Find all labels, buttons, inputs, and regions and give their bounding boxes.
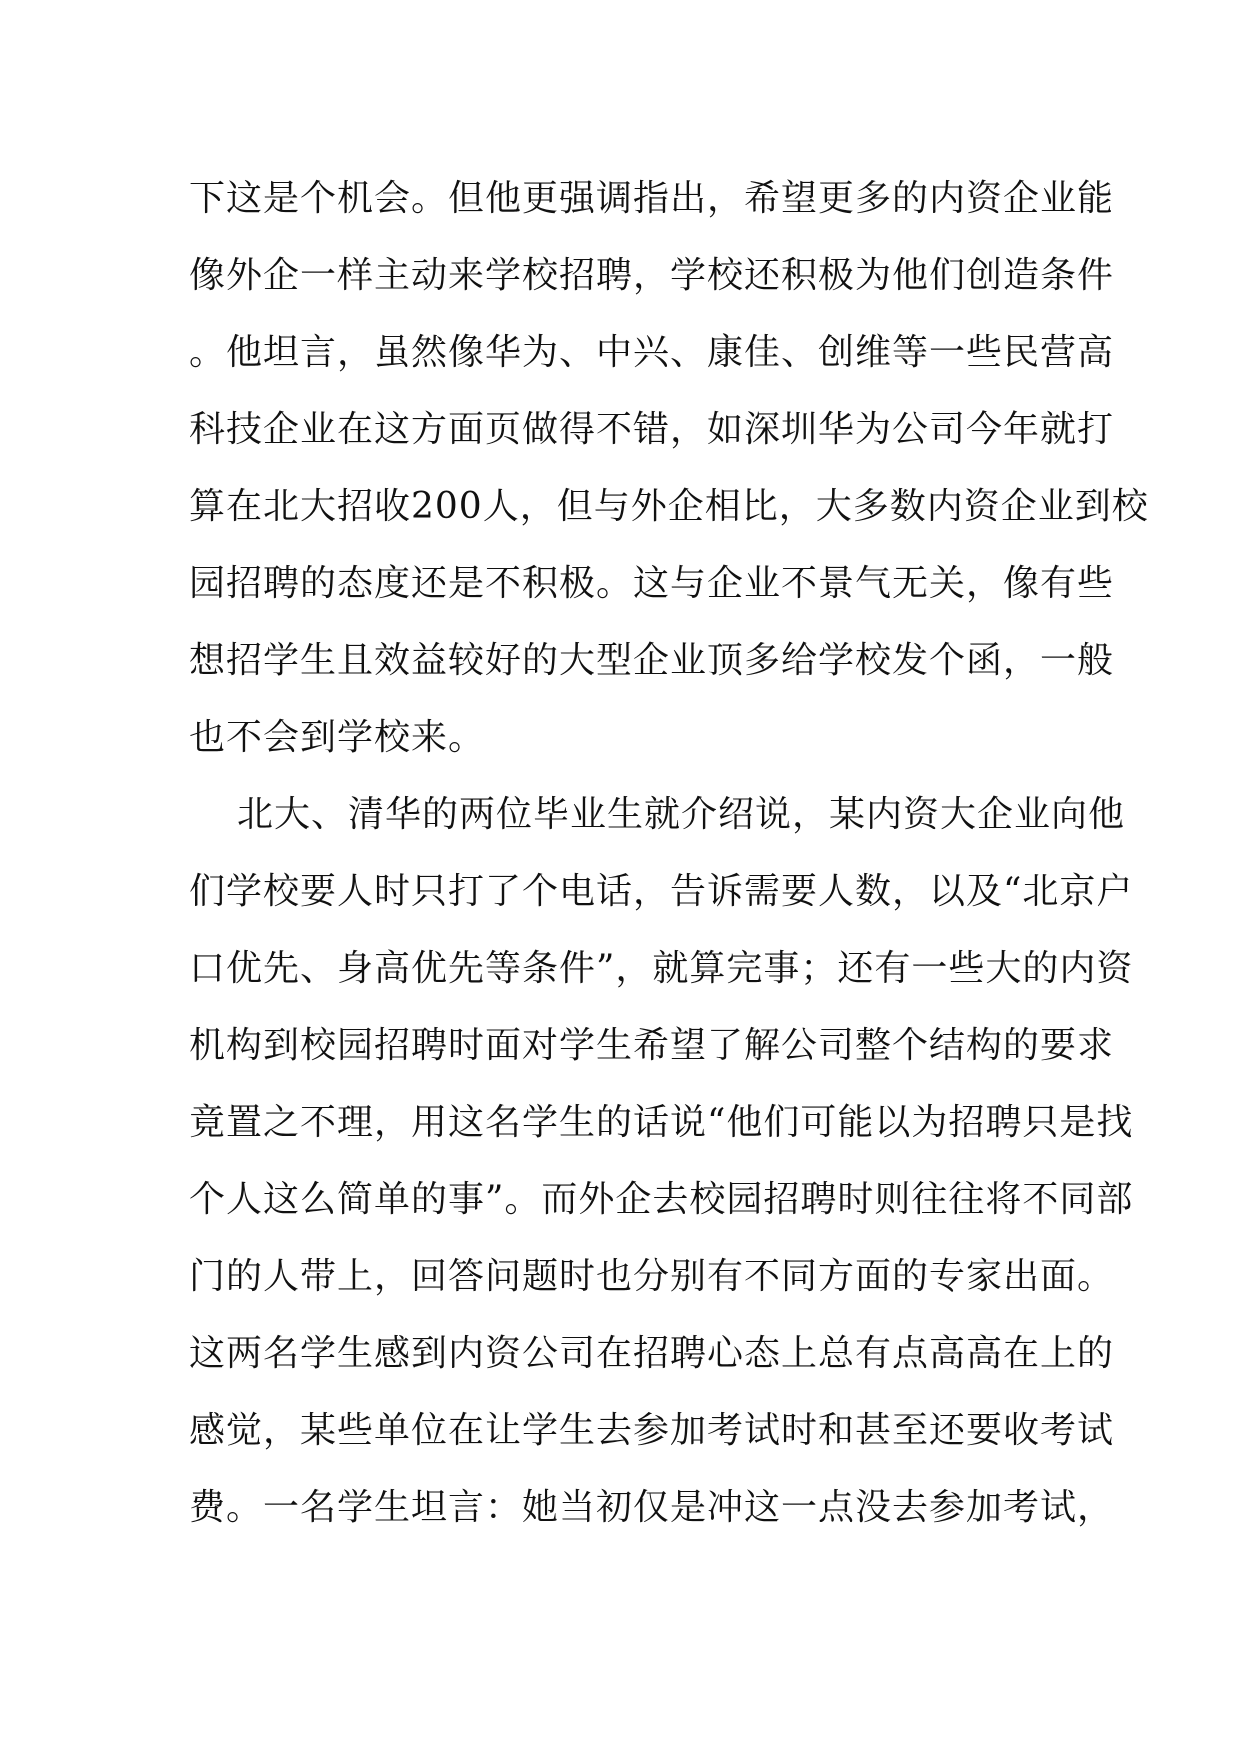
text-line: 竟置之不理，用这名学生的话说“他们可能以为招聘只是找 bbox=[189, 1102, 1134, 1143]
text-line: 这两名学生感到内资公司在招聘心态上总有点高高在上的 bbox=[189, 1333, 1115, 1374]
text-line: 下这是个机会。但他更强调指出，希望更多的内资企业能 bbox=[189, 178, 1115, 219]
text-line: 个人这么简单的事”。而外企去校园招聘时则往往将不同部 bbox=[189, 1179, 1134, 1220]
text-line: 机构到校园招聘时面对学生希望了解公司整个结构的要求 bbox=[189, 1025, 1115, 1066]
text-line: 园招聘的态度还是不积极。这与企业不景气无关，像有些 bbox=[189, 563, 1115, 604]
text-line: 科技企业在这方面页做得不错，如深圳华为公司今年就打 bbox=[189, 409, 1115, 450]
text-line: 们学校要人时只打了个电话，告诉需要人数，以及“北京户 bbox=[189, 871, 1134, 912]
body-text bbox=[189, 160, 1149, 1546]
text-line: 感觉，某些单位在让学生去参加考试时和甚至还要收考试 bbox=[189, 1410, 1115, 1451]
paragraph-start-line: 北大、清华的两位毕业生就介绍说，某内资大企业向他 bbox=[237, 794, 1126, 835]
text-line: 费。一名学生坦言：她当初仅是冲这一点没去参加考试， bbox=[189, 1487, 1115, 1528]
text-line: 门的人带上，回答问题时也分别有不同方面的专家出面。 bbox=[189, 1256, 1115, 1297]
text-line: 想招学生且效益较好的大型企业顶多给学校发个函，一般 bbox=[189, 640, 1115, 681]
text-line: 口优先、身高优先等条件”，就算完事；还有一些大的内资 bbox=[189, 948, 1134, 989]
text-line: 算在北大招收200人，但与外企相比，大多数内资企业到校 bbox=[189, 486, 1149, 527]
text-line: 。他坦言，虽然像华为、中兴、康佳、创维等一些民营高 bbox=[189, 332, 1115, 373]
text-line: 也不会到学校来。 bbox=[189, 717, 486, 758]
text-line: 像外企一样主动来学校招聘，学校还积极为他们创造条件 bbox=[189, 255, 1115, 296]
